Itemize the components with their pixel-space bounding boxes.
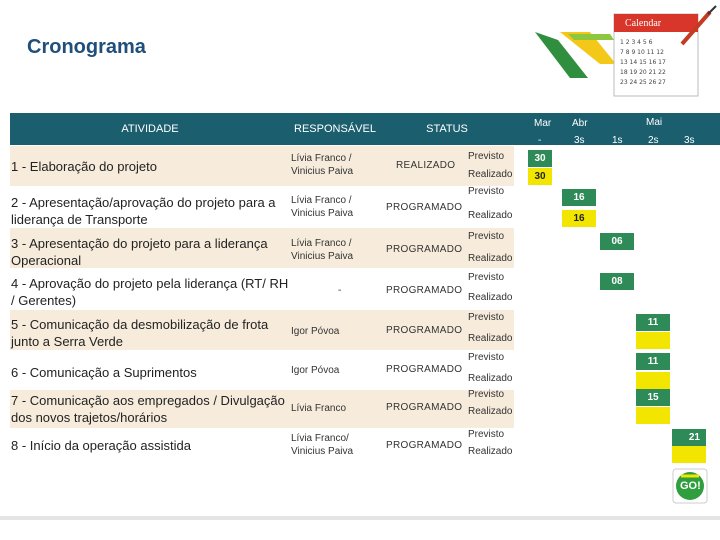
month-abr: Abr [572,118,588,129]
planned-label-5: Previsto [468,312,505,323]
status-3: PROGRAMADO [386,244,463,255]
responsible-1: Lívia Franco / Vinicius Paiva [291,153,354,177]
planned-label-8: Previsto [468,429,505,440]
activity-5 [11,316,297,350]
header-status: STATUS [426,123,468,135]
activity-2-text: 2 - Apresentação/aprovação do projeto para a liderança de Transporte [11,195,276,227]
activity-6: 6 - Comunicação a Suprimentos [11,365,197,380]
planned-bar-6: 11 [636,353,670,370]
activity-7 [11,392,291,426]
done-bar-7 [636,407,670,424]
done-bar-1: 30 [528,168,552,185]
responsible-2: Lívia Franco / Vinicius Paiva [291,195,354,219]
week-mai-3s: 3s [684,135,695,146]
svg-text:1 2 3 4 5 6: 1 2 3 4 5 6 [620,39,653,46]
planned-bar-8: 21 [672,429,706,446]
responsible-5: Igor Póvoa [291,326,340,337]
activity-4-text: 4 - Aprovação do projeto pela liderança (RT/ RH / Gerentes) [11,276,289,308]
done-label-6: Realizado [468,373,513,384]
activity-7-text: 7 - Comunicação aos empregados / Divulgação dos novos trajetos/horários [11,393,285,425]
responsible-8: Lívia Franco/ Vinicius Paiva [291,433,354,457]
svg-text:18 19 20 21 22: 18 19 20 21 22 [620,69,666,76]
status-1: REALIZADO [396,160,456,171]
responsible-3: Lívia Franco / Vinicius Paiva [291,238,354,262]
done-label-8: Realizado [468,446,513,457]
done-bar-8 [672,446,706,463]
activity-4 [11,275,289,309]
status-5: PROGRAMADO [386,325,463,336]
done-label-1: Realizado [468,169,513,180]
svg-text:23 24 25 26 27: 23 24 25 26 27 [620,79,666,86]
done-label-3: Realizado [468,253,513,264]
planned-label-6: Previsto [468,352,505,363]
planned-bar-4: 08 [600,273,634,290]
footer-band [0,516,720,520]
planned-bar-5: 11 [636,314,670,331]
header-responsavel: RESPONSÁVEL [294,123,376,135]
activity-2 [11,194,293,228]
status-6: PROGRAMADO [386,364,463,375]
planned-label-4: Previsto [468,272,505,283]
svg-text:7 8 9 10 11 12: 7 8 9 10 11 12 [620,49,664,56]
week-mar: - [538,135,542,146]
done-label-7: Realizado [468,406,513,417]
activity-3-text: 3 - Apresentação do projeto para a liderança Operacional [11,236,268,268]
responsible-6: Igor Póvoa [291,365,340,376]
status-2: PROGRAMADO [386,202,463,213]
done-bar-6 [636,372,670,389]
done-label-4: Realizado [468,292,513,303]
week-mai-1s: 1s [612,135,623,146]
calendar-label: Calendar [625,18,662,29]
responsible-4: - [338,285,342,296]
activity-5-text: 5 - Comunicação da desmobilização de frota junto a Serra Verde [11,317,269,349]
activity-1: 1 - Elaboração do projeto [11,159,157,174]
planned-bar-7: 15 [636,389,670,406]
planned-bar-3: 06 [600,233,634,250]
planned-label-1: Previsto [468,151,505,162]
page-title: Cronograma [27,36,146,58]
done-label-5: Realizado [468,333,513,344]
responsible-7: Lívia Franco [291,403,347,414]
week-mai-2s: 2s [648,135,659,146]
status-7: PROGRAMADO [386,402,463,413]
planned-bar-2: 16 [562,189,596,206]
done-label-2: Realizado [468,210,513,221]
week-abr-3s: 3s [574,135,585,146]
planned-bar-1: 30 [528,150,552,167]
status-8: PROGRAMADO [386,440,463,451]
activity-8: 8 - Início da operação assistida [11,438,191,453]
svg-text:13 14 15 16 17: 13 14 15 16 17 [620,59,666,66]
month-mai: Mai [646,117,663,128]
done-bar-2: 16 [562,210,596,227]
planned-label-7: Previsto [468,389,505,400]
status-4: PROGRAMADO [386,285,463,296]
header-atividade: ATIVIDADE [121,123,179,135]
planned-label-2: Previsto [468,186,505,197]
go-badge-text: GO! [680,480,701,492]
activity-3 [11,235,297,269]
planned-label-3: Previsto [468,231,505,242]
month-mar: Mar [534,118,552,129]
done-bar-5 [636,332,670,349]
